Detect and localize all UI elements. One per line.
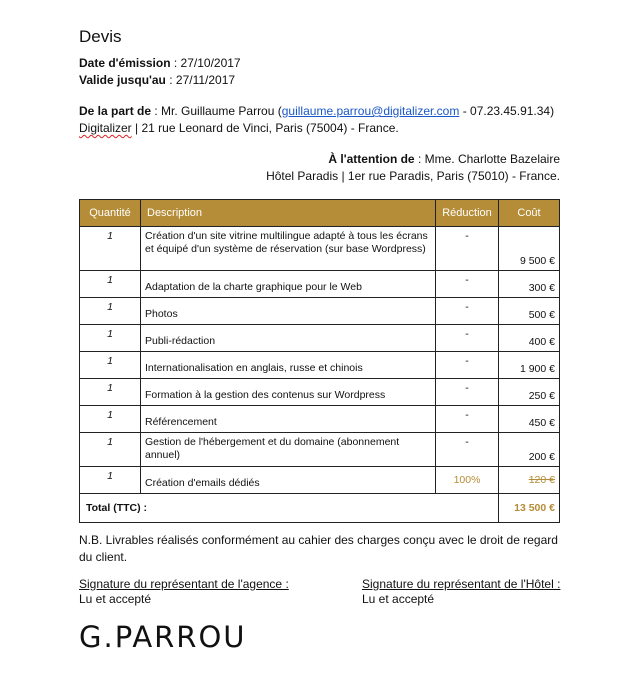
recipient-label: À l'attention de	[328, 152, 415, 166]
hotel-signature-value: Lu et accepté	[362, 592, 435, 606]
table-row	[80, 379, 560, 406]
row-reduction: -	[436, 379, 499, 406]
row-reduction: -	[436, 298, 499, 325]
row-qty: 1	[80, 298, 141, 325]
table-row	[80, 298, 560, 325]
row-reduction: -	[436, 325, 499, 352]
row-qty: 1	[80, 227, 141, 271]
row-reduction: -	[436, 271, 499, 298]
total-label: Total (TTC) :	[80, 494, 499, 523]
row-desc: Gestion de l'hébergement et du domaine (abonnement annuel)	[141, 433, 436, 467]
row-desc: Internationalisation en anglais, russe et chinois	[141, 352, 436, 379]
row-qty: 1	[80, 325, 141, 352]
sender-line	[79, 104, 554, 118]
sender-address: | 21 rue Leonard de Vinci, Paris (75004) - France.	[131, 121, 399, 135]
row-qty: 1	[80, 379, 141, 406]
row-cost: 250 €	[499, 379, 560, 406]
row-cost	[499, 467, 560, 494]
table-header	[80, 200, 560, 227]
table-row	[80, 406, 560, 433]
handwritten-signature: G.PARROU	[79, 620, 247, 654]
row-desc: Photos	[141, 298, 436, 325]
row-cost: 1 900 €	[499, 352, 560, 379]
row-qty: 1	[80, 352, 141, 379]
table-row	[80, 325, 560, 352]
row-desc: Création d'un site vitrine multilingue adapté à tous les écrans et équipé d'un système de réservation (sur base Wordpress)	[141, 227, 436, 271]
row-cost: 200 €	[499, 433, 560, 467]
header-desc: Description	[141, 200, 436, 227]
table-row	[80, 271, 560, 298]
total-row	[80, 494, 560, 523]
row-desc: Référencement	[141, 406, 436, 433]
row-reduction: -	[436, 406, 499, 433]
issue-date-value: : 27/10/2017	[170, 56, 241, 70]
row-desc: Création d'emails dédiés	[141, 467, 436, 494]
table-row	[80, 467, 560, 494]
table-row	[80, 352, 560, 379]
table-row	[80, 433, 560, 467]
agency-signature-value: Lu et accepté	[79, 592, 152, 606]
recipient-line	[328, 152, 560, 166]
row-cost-struck: 120 €	[528, 474, 555, 486]
sender-name: : Mr. Guillaume Parrou (	[151, 104, 282, 118]
total-value: 13 500 €	[499, 494, 560, 523]
row-qty: 1	[80, 271, 141, 298]
issue-date	[79, 56, 241, 70]
recipient-address: Hôtel Paradis | 1er rue Paradis, Paris (75010) - France.	[266, 169, 560, 183]
sender-phone: - 07.23.45.91.34)	[459, 104, 555, 118]
row-cost: 500 €	[499, 298, 560, 325]
page-title: Devis	[79, 27, 122, 46]
sender-address-line	[79, 121, 399, 135]
row-qty: 1	[80, 433, 141, 467]
row-cost: 300 €	[499, 271, 560, 298]
issue-date-label: Date d'émission	[79, 56, 171, 70]
row-reduction: -	[436, 227, 499, 271]
header-reduction: Réduction	[436, 200, 499, 227]
row-desc: Publi-rédaction	[141, 325, 436, 352]
row-reduction: 100%	[436, 467, 499, 494]
row-qty: 1	[80, 467, 141, 494]
hotel-signature-label: Signature du représentant de l'Hôtel :	[362, 577, 561, 591]
header-qty: Quantité	[80, 200, 141, 227]
quote-table	[79, 199, 560, 523]
valid-date	[79, 73, 235, 87]
row-cost: 400 €	[499, 325, 560, 352]
sender-label: De la part de	[79, 104, 152, 118]
valid-date-value: : 27/11/2017	[165, 73, 236, 87]
row-desc: Formation à la gestion des contenus sur Wordpress	[141, 379, 436, 406]
row-reduction: -	[436, 352, 499, 379]
recipient-name: : Mme. Charlotte Bazelaire	[414, 152, 560, 166]
table-row	[80, 227, 560, 271]
row-qty: 1	[80, 406, 141, 433]
agency-signature-label: Signature du représentant de l'agence :	[79, 577, 289, 591]
row-cost: 9 500 €	[499, 227, 560, 271]
sender-company: Digitalizer	[79, 121, 132, 135]
valid-date-label: Valide jusqu'au	[79, 73, 166, 87]
row-reduction: -	[436, 433, 499, 467]
header-cost: Coût	[499, 200, 560, 227]
sender-email-link[interactable]: guillaume.parrou@digitalizer.com	[281, 104, 460, 118]
row-desc: Adaptation de la charte graphique pour le Web	[141, 271, 436, 298]
note: N.B. Livrables réalisés conformément au cahier des charges conçu avec le droit de regard du client.	[79, 533, 558, 564]
row-cost: 450 €	[499, 406, 560, 433]
